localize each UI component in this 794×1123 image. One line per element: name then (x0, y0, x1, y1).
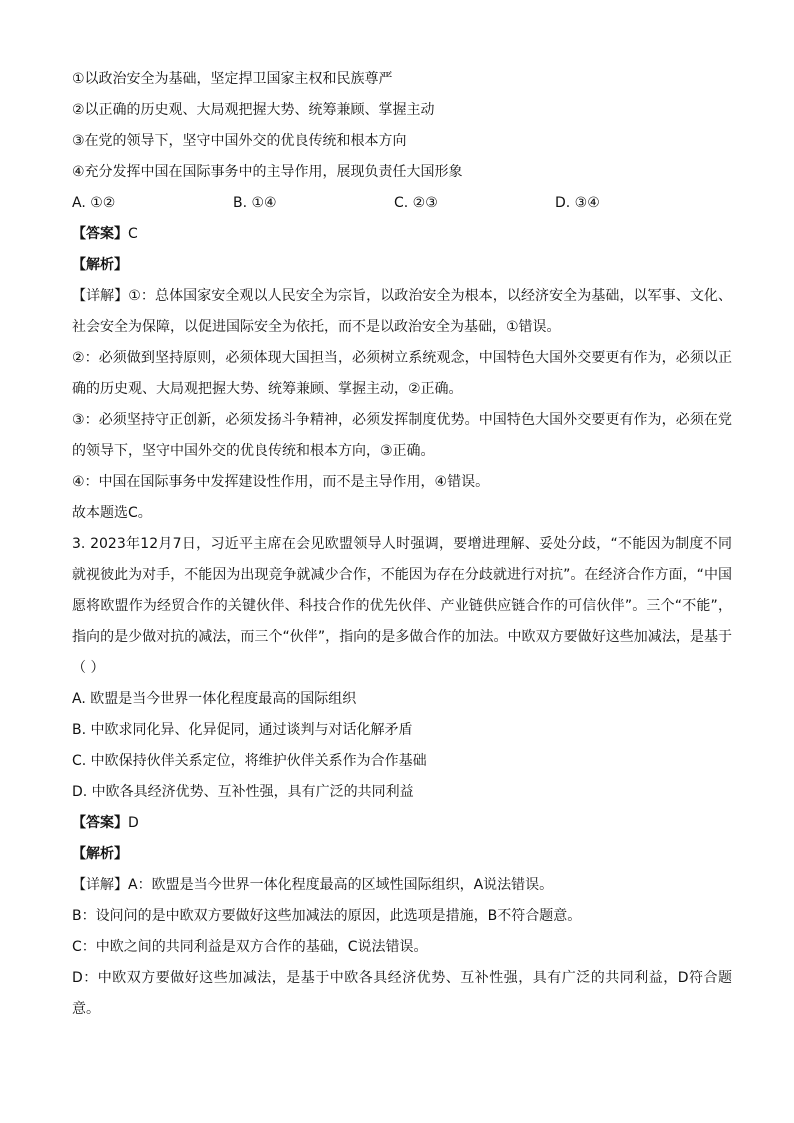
q2-detail-4: ④：中国在国际事务中发挥建设性作用，而不是主导作用，④错误。 (72, 474, 490, 490)
q2-options (72, 188, 732, 219)
q2-answer (72, 219, 732, 250)
q3-detail-2: B：设问问的是中欧双方要做好这些加减法的原因，此选项是措施，B不符合题意。 (72, 908, 582, 924)
q3-option-c: C. 中欧保持伙伴关系定位，将维护伙伴关系作为合作基础 (72, 753, 427, 769)
q2-statement-3: ③在党的领导下，坚守中国外交的优良传统和根本方向 (72, 133, 407, 149)
q3-stem: 3. 2023年12月7日，习近平主席在会见欧盟领导人时强调，要增进理解、妥处分歧，“不能因为制度不同就视彼此为对手，不能因为出现竞争就减少合作，不能因为存在分歧就进行对抗”。在经济合作方面，“中国愿将欧盟作为经贸合作的关键伙伴、科技合作的优先伙伴、产业链供应链合作的可信伙伴”。三个“不能”，指向的是少做对抗的减法，而三个“伙伴”，指向的是多做合作的加法。中欧双方要做好这些加减法，是基于（ ） (72, 536, 732, 676)
q3-option-a: A. 欧盟是当今世界一体化程度最高的国际组织 (72, 691, 357, 707)
q2-detail-3: ③：必须坚持守正创新，必须发扬斗争精神，必须发挥制度优势。中国特色大国外交要更有作为，必须在党的领导下，坚守中国外交的优良传统和根本方向，③正确。 (72, 412, 732, 459)
q2-answer-value: C (128, 226, 138, 242)
q3-detail-1: 【详解】A：欧盟是当今世界一体化程度最高的区域性国际组织，A说法错误。 (72, 877, 554, 893)
q2-statement-4: ④充分发挥中国在国际事务中的主导作用，展现负责任大国形象 (72, 164, 463, 180)
q2-analysis-tag: 【解析】 (72, 257, 128, 273)
q3-detail-4: D：中欧双方要做好这些加减法，是基于中欧各具经济优势、互补性强，具有广泛的共同利益，D符合题意。 (72, 970, 732, 1017)
q2-conclusion: 故本题选C。 (72, 505, 152, 521)
q3-answer-tag: 【答案】 (72, 815, 128, 831)
q2-option-a: A. ①② (72, 195, 116, 211)
q2-statement-2: ②以正确的历史观、大局观把握大势、统筹兼顾、掌握主动 (72, 102, 435, 118)
q2-option-b: B. ①④ (233, 195, 277, 211)
q2-statement-1: ①以政治安全为基础，坚定捍卫国家主权和民族尊严 (72, 71, 393, 87)
q2-option-d: D. ③④ (555, 195, 600, 211)
q2-option-c: C. ②③ (394, 195, 438, 211)
q3-detail-3: C：中欧之间的共同利益是双方合作的基础，C说法错误。 (72, 939, 428, 955)
q2-detail-2: ②：必须做到坚持原则，必须体现大国担当，必须树立系统观念，中国特色大国外交要更有作为，必须以正确的历史观、大局观把握大势、统筹兼顾、掌握主动，②正确。 (72, 350, 732, 397)
q2-answer-tag: 【答案】 (72, 226, 128, 242)
q3-option-d: D. 中欧各具经济优势、互补性强，具有广泛的共同利益 (72, 784, 414, 800)
document-page (72, 64, 732, 1025)
q3-answer-value: D (128, 815, 139, 831)
q3-option-b: B. 中欧求同化异、化异促同，通过谈判与对话化解矛盾 (72, 722, 413, 738)
q2-detail-1: 【详解】①：总体国家安全观以人民安全为宗旨，以政治安全为根本，以经济安全为基础，以军事、文化、社会安全为保障，以促进国际安全为依托，而不是以政治安全为基础，①错误。 (72, 288, 732, 335)
q3-analysis-tag: 【解析】 (72, 846, 128, 862)
q3-answer (72, 808, 732, 839)
